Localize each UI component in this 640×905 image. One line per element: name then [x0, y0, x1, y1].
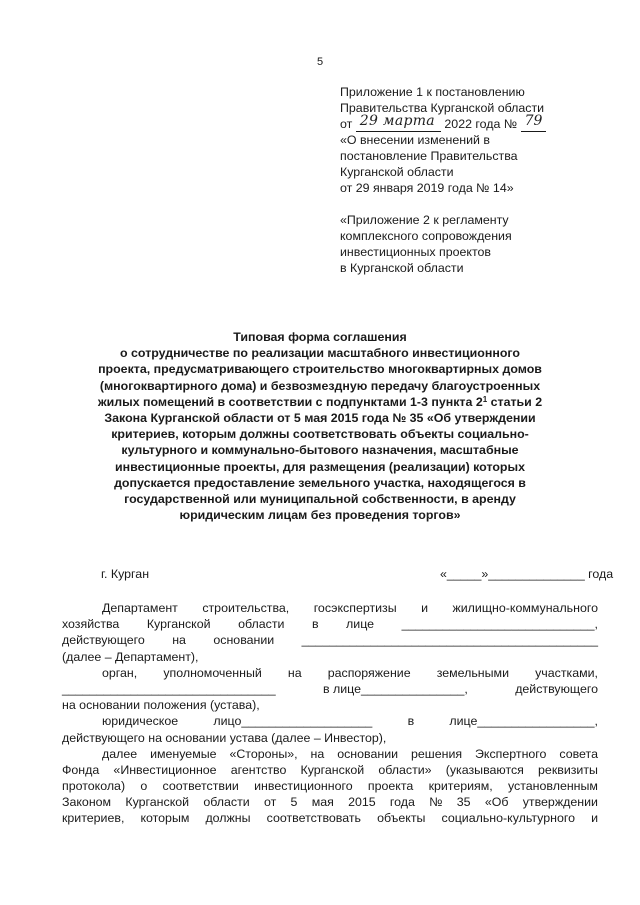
word: распоряжение [327, 665, 411, 680]
body-line [62, 810, 598, 826]
appendix-line: «О внесении изменений в [340, 133, 490, 147]
word: на [172, 633, 186, 648]
date-suffix: 2022 года № [444, 117, 518, 131]
body-line [62, 762, 598, 778]
word: критериям, [428, 779, 493, 794]
word: основании [337, 746, 399, 761]
appendix-line: Приложение 1 к постановлению [340, 85, 525, 99]
word: в лице_______________, [322, 681, 468, 696]
title-line: Типовая форма соглашения [233, 330, 407, 344]
title-line: (многоквартирного дома) и безвозмездную передачу благоустроенных [99, 378, 541, 393]
appendix-date-line [340, 113, 605, 132]
handwritten-number: 79 [524, 113, 543, 129]
date-field[interactable]: «_____»______________ года [440, 567, 614, 581]
title-line: жилых помещений в соответствии с подпунктами 1-3 пункта $2^1$ статьи 2 [97, 394, 543, 409]
word: на [310, 746, 325, 761]
word: действующего [62, 633, 145, 648]
word: Курганской [146, 617, 211, 632]
word: утверждении [522, 795, 598, 810]
word: проекта [367, 779, 414, 794]
title-line: критериев, которым должны соответствовать объекты социально- [111, 427, 529, 442]
word: и [421, 601, 429, 615]
word: Экспертного [475, 746, 547, 761]
appendix-line: постановление Правительства [340, 149, 518, 163]
word: хозяйства [62, 617, 120, 632]
word: «Стороны», [229, 746, 298, 761]
word: о [140, 779, 148, 794]
word: социально-культурного [441, 811, 575, 826]
body-line [62, 778, 598, 794]
word: области [238, 617, 285, 632]
word: (указываются [445, 762, 524, 777]
title-line: юридическим лицам без проведения торгов» [179, 508, 461, 523]
word: 5 [290, 795, 298, 810]
title-line: проекта, предусматривающего строительство многоквартирных домов [98, 362, 542, 377]
appendix-line: Правительства Курганской области [340, 101, 545, 115]
word: года [389, 795, 415, 810]
word: _______________________________ [62, 681, 276, 696]
word: соответствии [162, 779, 239, 794]
body-line: действующего на основании устава (далее – Инвестор), [62, 730, 387, 745]
word: на [287, 665, 302, 680]
word: лицо___________________ [213, 714, 373, 729]
title-line: государственной или муниципальной собственности, в аренду [124, 492, 516, 507]
city: г. Курган [101, 567, 150, 581]
word: уполномоченный [163, 665, 262, 680]
word: «Об [484, 795, 509, 810]
title-line: культурного и коммунально-бытового назначения, масштабные [121, 443, 519, 458]
appendix-line: инвестиционных проектов [340, 245, 491, 259]
word: в [311, 617, 319, 632]
word: ____________________________, [401, 617, 598, 632]
word: Департамент [102, 601, 178, 615]
word: далее [102, 746, 138, 761]
word: установленным [508, 779, 598, 794]
word: участками, [535, 665, 598, 680]
word: жилищно-коммунального [452, 601, 598, 615]
body-line: на основании положения (устава), [62, 698, 260, 713]
body-line: (далее – Департамент), [62, 649, 199, 664]
word: госэкспертизы [313, 601, 397, 615]
appendix-line: «Приложение 2 к регламенту [340, 213, 509, 227]
title-line: о сотрудничестве по реализации масштабного инвестиционного [120, 346, 520, 361]
appendix-line: в Курганской области [340, 261, 464, 275]
word: соответствовать [266, 811, 361, 826]
word: области [203, 795, 250, 810]
word: действующего [515, 681, 598, 696]
body-line [62, 665, 598, 681]
word: которым [140, 811, 190, 826]
word: реквизиты [538, 762, 598, 777]
word: инвестиционного [254, 779, 353, 794]
appendix-line: комплексного сопровождения [340, 229, 512, 243]
word: критериев, [62, 811, 125, 826]
word: лице [346, 617, 375, 632]
word: совета [559, 746, 598, 761]
appendix-header [340, 84, 605, 276]
word: орган, [102, 665, 138, 680]
word: основании [213, 633, 275, 648]
body-line [62, 600, 598, 616]
body-line [62, 632, 598, 648]
word: агентство [230, 762, 287, 777]
agreement-body [62, 600, 598, 827]
page-number: 5 [316, 56, 324, 68]
word: 2015 [348, 795, 376, 810]
word: в [407, 714, 415, 729]
word: Курганской [125, 795, 190, 810]
word: № [429, 795, 443, 810]
superscript: 1 [482, 394, 488, 404]
body-line [62, 616, 598, 632]
word: Фонда [62, 762, 100, 777]
word: области» [378, 762, 432, 777]
body-line [62, 746, 598, 762]
word: и [591, 811, 598, 826]
date-prefix: от [340, 117, 353, 131]
word: от [263, 795, 277, 810]
title-line: Закона Курганской области от 5 мая 2015 года № 35 «Об утверждении [104, 411, 536, 426]
word: Законом [62, 795, 112, 810]
appendix-line: от 29 января 2019 года № 14» [340, 181, 514, 195]
body-line [62, 794, 598, 810]
word: «Инвестиционное [113, 762, 217, 777]
body-line [62, 713, 598, 729]
word: юридическое [102, 714, 179, 729]
word: ___________________________________________ [301, 633, 598, 648]
word: мая [311, 795, 334, 810]
word: лице_________________, [449, 714, 598, 729]
word: именуемые [150, 746, 217, 761]
word: объекты [377, 811, 426, 826]
handwritten-date: 29 марта [359, 113, 435, 129]
body-line [62, 681, 598, 697]
word: земельными [436, 665, 509, 680]
word: решения [410, 746, 463, 761]
title-line: инвестиционные проекты, для размещения (реализации) которых [115, 459, 525, 474]
document-title [60, 329, 580, 523]
word: строительства, [202, 601, 290, 615]
word: Курганской [300, 762, 365, 777]
word: 35 [456, 795, 471, 810]
title-line: допускается предоставление земельного участка, находящегося в [114, 475, 526, 490]
word: протокола) [62, 779, 126, 794]
word: должны [205, 811, 251, 826]
appendix-line: Курганской области [340, 165, 454, 179]
